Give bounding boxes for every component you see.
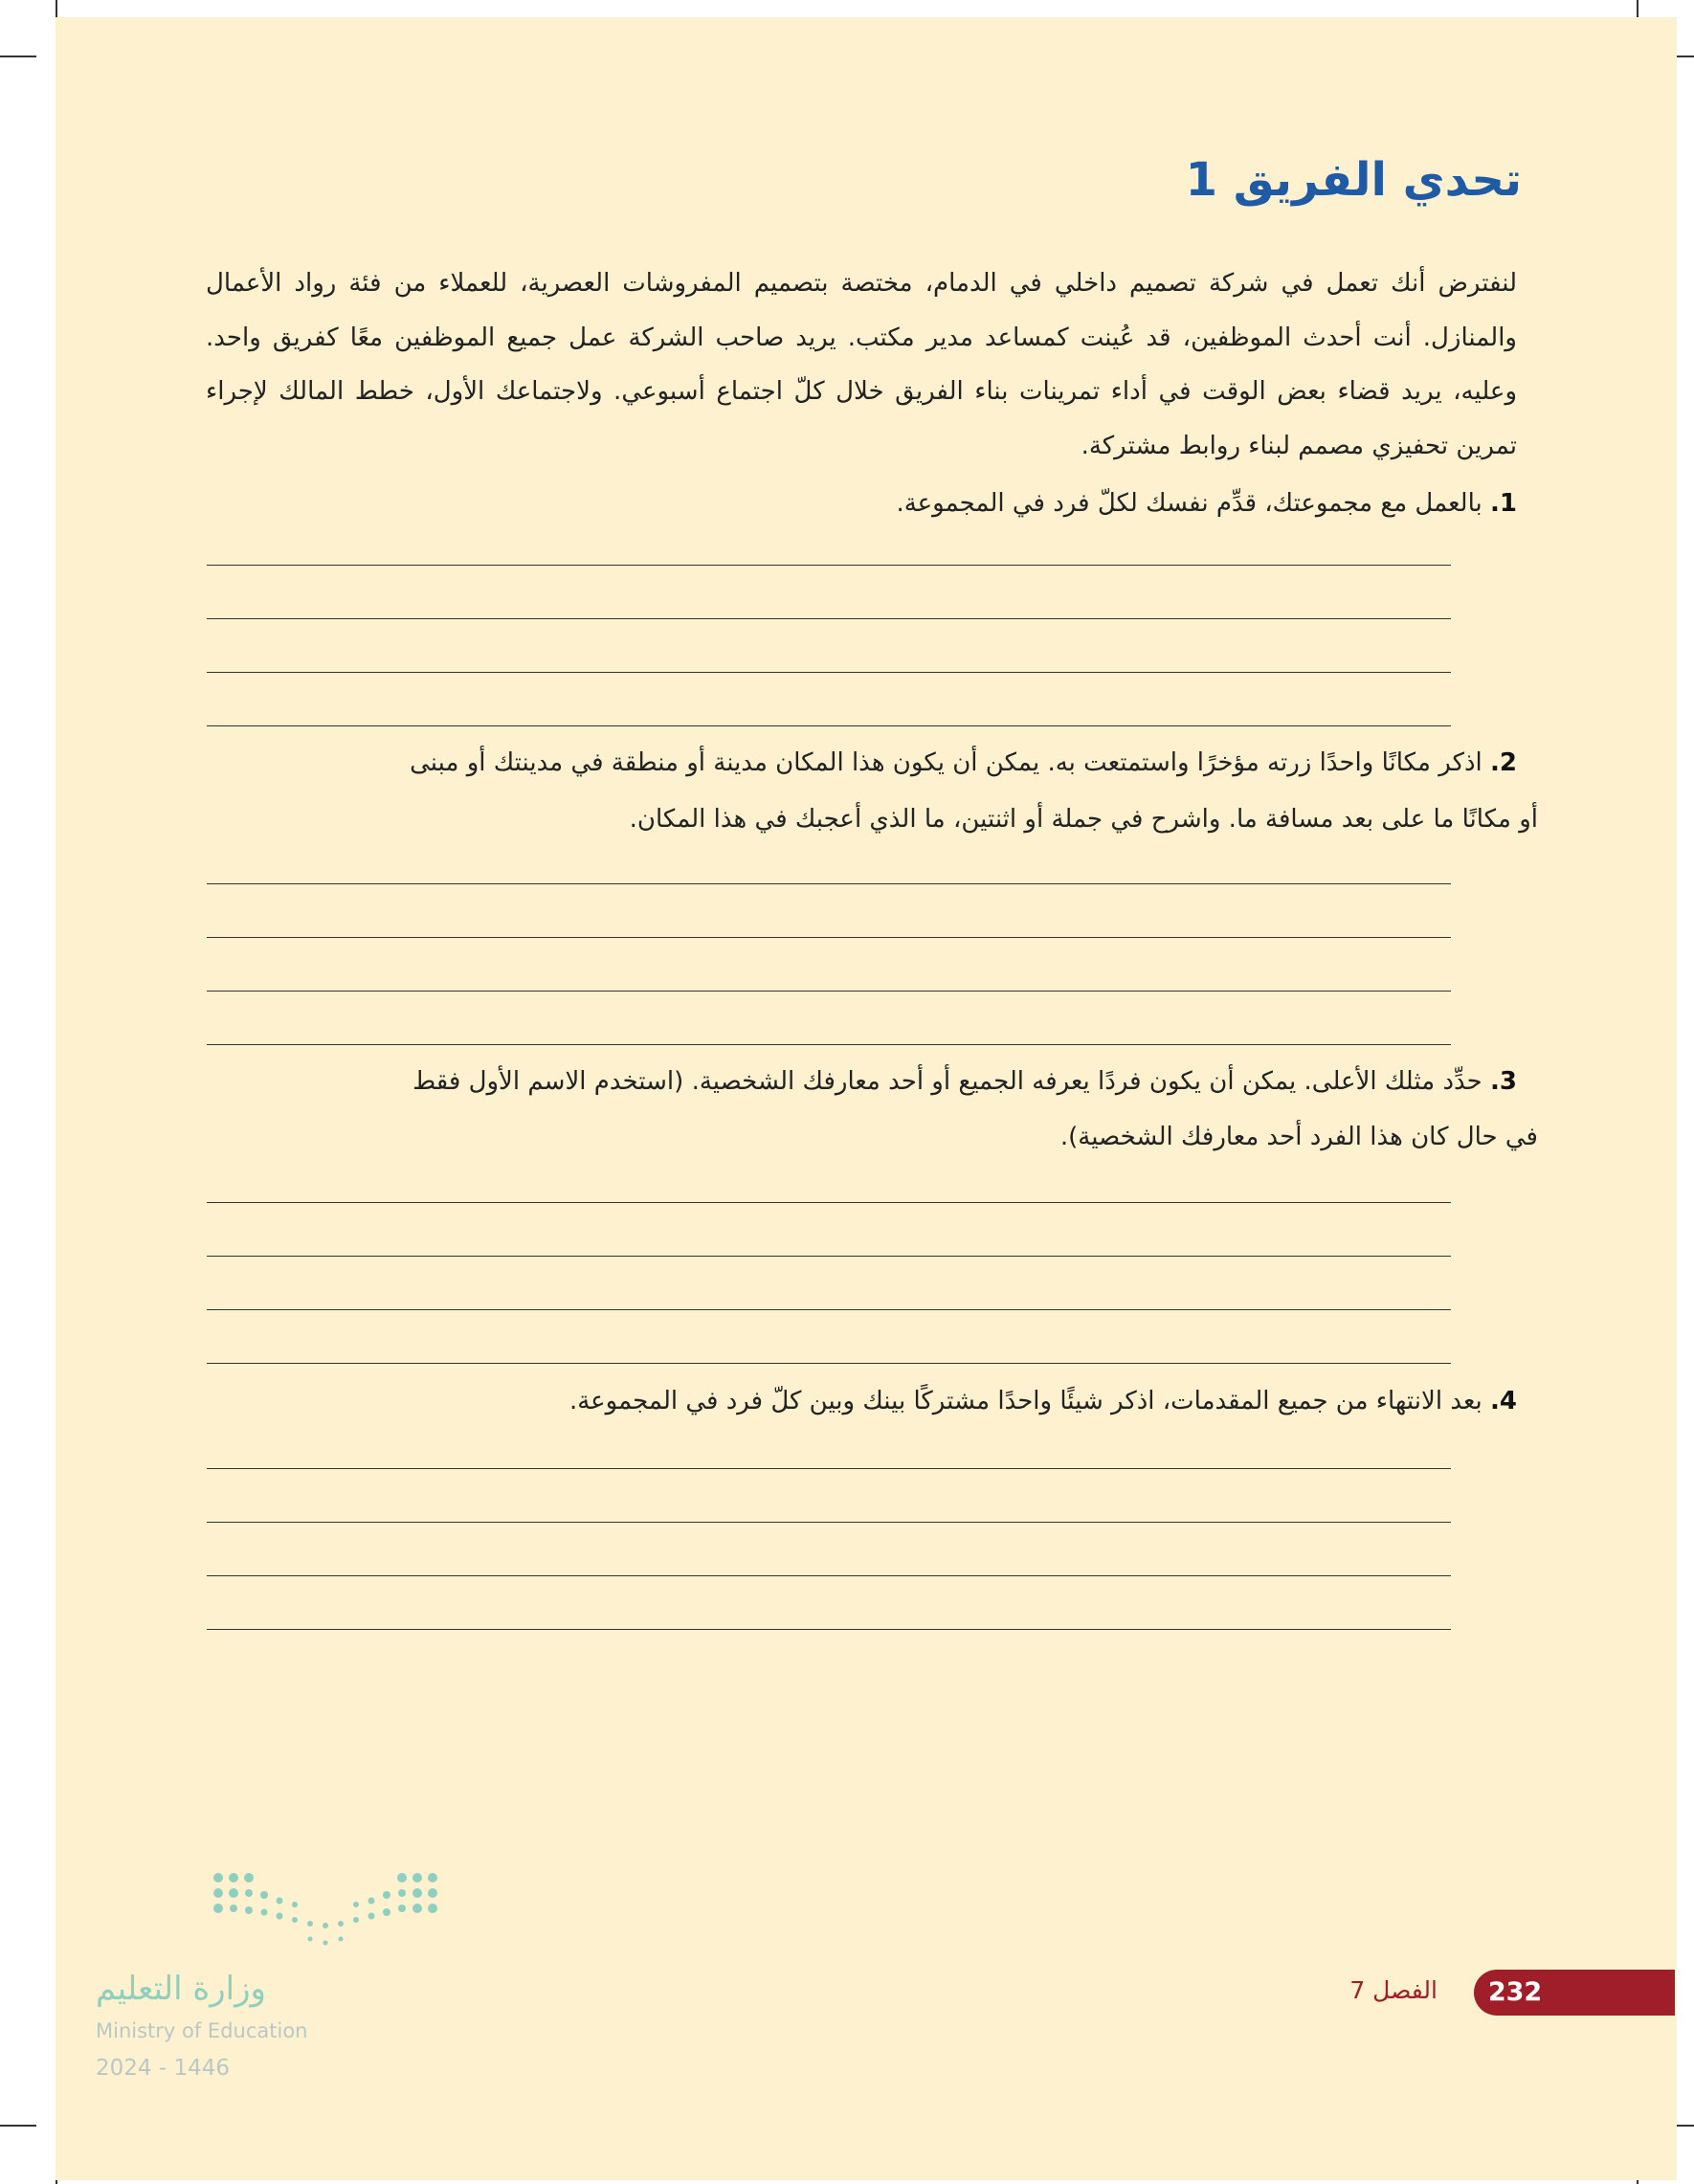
question-3 [206,1055,1517,1108]
answer-line[interactable] [207,1522,1451,1523]
ministry-logo-icon [209,1866,448,1952]
answer-line[interactable] [207,1468,1451,1469]
question-number: 2. [1490,748,1517,777]
chapter-label: الفصل 7 [1349,1976,1438,2004]
intro-paragraph: لنفترض أنك تعمل في شركة تصميم داخلي في الدمام، مختصة بتصميم المفروشات العصرية، للعملاء من فئة رواد الأعمال والمنازل. أنت أحدث الموظفين، قد عُينت كمساعد مدير مكتب. يريد صاحب الشركة عمل جميع الموظفين معًا كفريق واحد. وعليه، يريد قضاء بعض الوقت في أداء تمرينات بناء الفريق خلال كلّ اجتماع أسبوعي. ولاجتماعك الأول، خطط المالك لإجراء تمرين تحفيزي مصمم لبناء روابط مشتركة. [206,269,1517,460]
answer-line[interactable] [207,1309,1451,1310]
ministry-name-english: Ministry of Education [96,2019,308,2042]
answer-line[interactable] [207,618,1451,619]
answer-line[interactable] [207,937,1451,938]
ministry-year: 2024 - 1446 [96,2056,230,2081]
answer-line[interactable] [207,1575,1451,1576]
answer-line[interactable] [207,1363,1451,1364]
answer-line[interactable] [207,565,1451,566]
answer-line[interactable] [207,1256,1451,1257]
page-title: تحدي الفريق 1 [1185,153,1522,207]
question-text: اذكر مكانًا واحدًا زرته مؤخرًا واستمتعت به. يمكن أن يكون هذا المكان مدينة أو منطقة في مدينتك أو مبنى [410,748,1482,777]
question-3-line-2: في حال كان هذا الفرد أحد معارفك الشخصية). [1059,1123,1538,1151]
answer-line[interactable] [207,1044,1451,1045]
question-text: حدِّد مثلك الأعلى. يمكن أن يكون فردًا يعرفه الجميع أو أحد معارفك الشخصية. (استخدم الاسم الأول فقط [412,1067,1482,1096]
question-2-line-2: أو مكانًا ما على بعد مسافة ما. واشرح في جملة أو اثنتين، ما الذي أعجبك في هذا المكان. [629,805,1538,834]
answer-line[interactable] [207,1629,1451,1630]
question-number: 1. [1490,489,1517,518]
question-text: بالعمل مع مجموعتك، قدِّم نفسك لكلّ فرد في المجموعة. [896,489,1482,518]
crop-mark [0,56,36,57]
ministry-name-arabic: وزارة التعليم [96,1970,266,2008]
question-number: 4. [1490,1387,1517,1415]
page-number: 232 [1487,1977,1543,2007]
question-text: بعد الانتهاء من جميع المقدمات، اذكر شيئًا واحدًا مشتركًا بينك وبين كلّ فرد في المجموعة. [568,1387,1482,1415]
question-1 [206,477,1517,530]
answer-line[interactable] [207,1202,1451,1203]
question-4 [206,1374,1517,1428]
question-number: 3. [1490,1067,1517,1096]
crop-mark [0,2125,36,2127]
question-2 [206,736,1517,790]
answer-line[interactable] [207,883,1451,884]
answer-line[interactable] [207,725,1451,726]
answer-line[interactable] [207,991,1451,992]
answer-line[interactable] [207,672,1451,673]
